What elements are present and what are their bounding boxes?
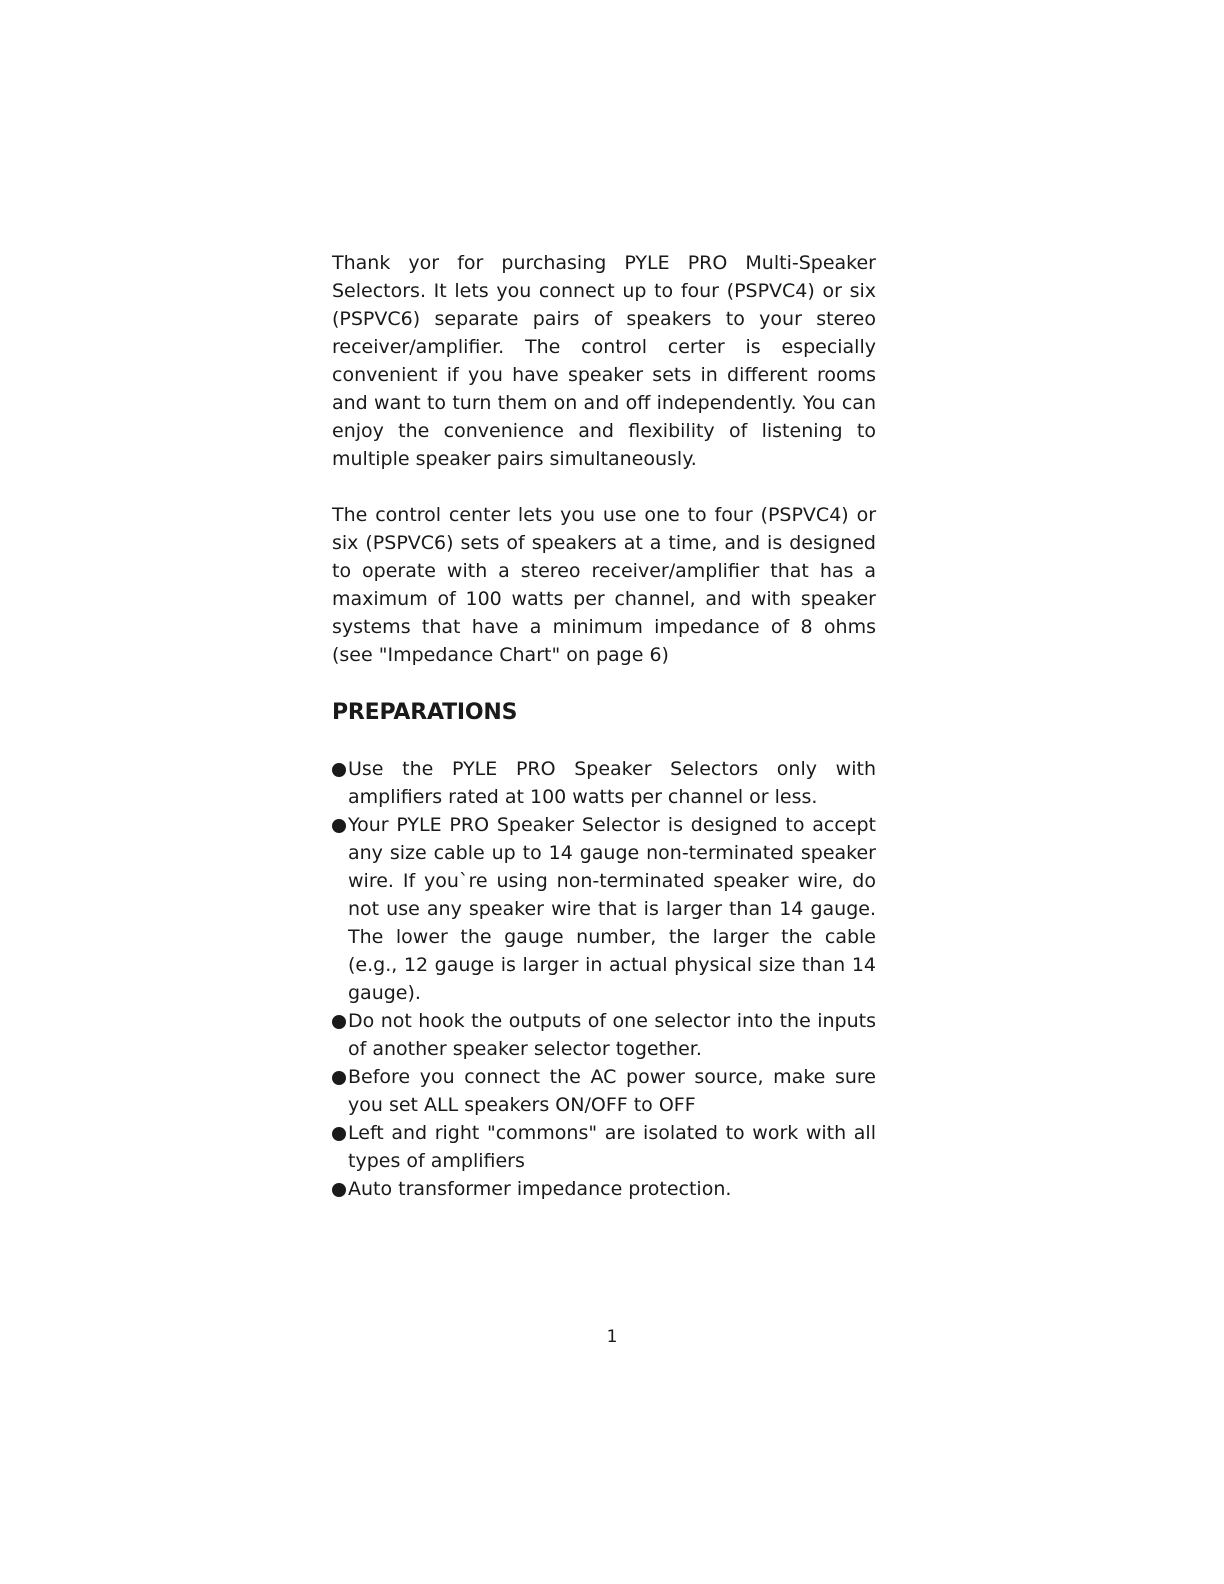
list-item-text: Before you connect the AC power source, make sure you set ALL speakers ON/OFF to OFF	[348, 1066, 876, 1116]
list-item-text: Do not hook the outputs of one selector into the inputs of another speaker selector together.	[348, 1010, 876, 1060]
bullet-icon	[332, 819, 346, 833]
bullet-icon	[332, 763, 346, 777]
bullet-icon	[332, 1071, 346, 1085]
list-item-text: Your PYLE PRO Speaker Selector is designed to accept any size cable up to 14 gauge non-terminated speaker wire. If you`re using non-terminated speaker wire, do not use any speaker wire that is larger than 14 gauge. The lower the gauge number, the larger the cable (e.g., 12 gauge is larger in actual physical size than 14 gauge).	[348, 814, 876, 1004]
list-item	[332, 1119, 876, 1175]
list-item	[332, 1007, 876, 1063]
page-content	[332, 249, 876, 1203]
list-item-text: Auto transformer impedance protection.	[348, 1178, 732, 1200]
list-item	[332, 811, 876, 1007]
bullet-icon	[332, 1127, 346, 1141]
bullet-icon	[332, 1183, 346, 1197]
intro-paragraph: The control center lets you use one to four (PSPVC4) or six (PSPVC6) sets of speakers at a time, and is designed to operate with a stereo receiver/amplifier that has a maximum of 100 watts per channel, and with speaker systems that have a minimum impedance of 8 ohms (see "Impedance Chart" on page 6)	[332, 504, 876, 666]
preparations-list	[332, 755, 876, 1203]
list-item-text: Left and right "commons" are isolated to work with all types of amplifiers	[348, 1122, 876, 1172]
list-item	[332, 1063, 876, 1119]
page-number: 1	[606, 1327, 618, 1347]
section-heading: PREPARATIONS	[332, 700, 518, 725]
list-item	[332, 755, 876, 811]
list-item	[332, 1175, 876, 1203]
intro-paragraph: Thank yor for purchasing PYLE PRO Multi-Speaker Selectors. It lets you connect up to four (PSPVC4) or six (PSPVC6) separate pairs of speakers to your stereo receiver/amplifier. The control certer is especially convenient if you have speaker sets in different rooms and want to turn them on and off independently. You can enjoy the convenience and flexibility of listening to multiple speaker pairs simultaneously.	[332, 252, 876, 470]
list-item-text: Use the PYLE PRO Speaker Selectors only with amplifiers rated at 100 watts per channel or less.	[348, 758, 876, 808]
bullet-icon	[332, 1015, 346, 1029]
